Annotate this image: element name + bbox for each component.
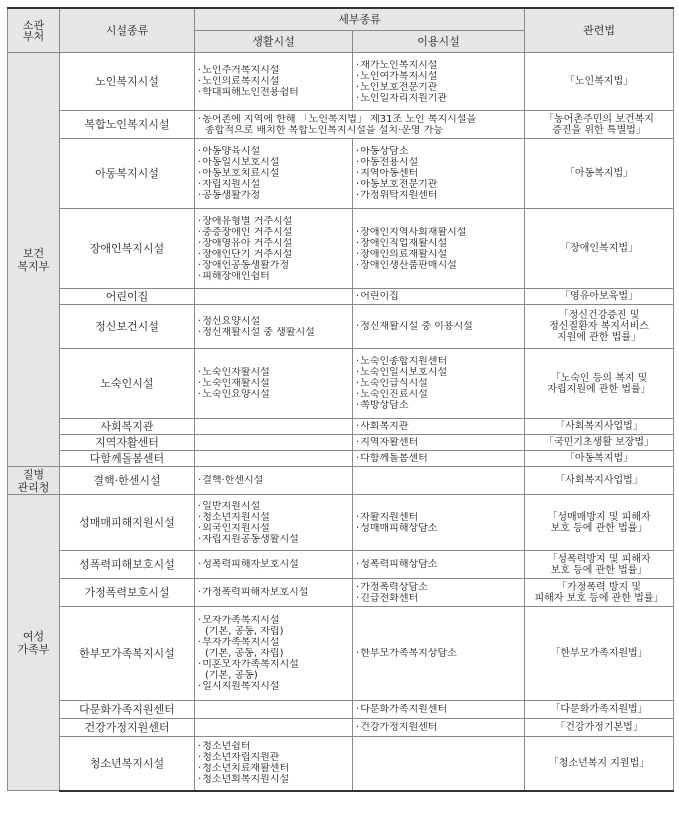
table-row — [8, 719, 674, 737]
related-law — [525, 53, 674, 111]
usage-item: · 장애인지역사회재활시설 — [356, 227, 521, 238]
law-line: 「사회복지사업법」 — [555, 475, 643, 486]
table-row — [8, 451, 674, 467]
living-item: · 노숙인자활시설 — [198, 367, 349, 378]
living-facilities — [195, 719, 353, 737]
living-item: · 청소년치료재활센터 — [198, 763, 349, 774]
table-row — [8, 53, 674, 111]
usage-facilities — [353, 289, 525, 305]
law-line: 증진을 위한 특별법」 — [552, 124, 646, 136]
living-facilities — [195, 467, 353, 495]
usage-facilities — [353, 495, 525, 551]
usage-facilities — [353, 467, 525, 495]
living-item: · 성폭력피해자보호시설 — [198, 559, 349, 570]
usage-facilities — [353, 349, 525, 419]
living-facilities — [195, 737, 353, 791]
usage-item: · 장애인의료재활시설 — [356, 249, 521, 260]
table-row — [8, 551, 674, 579]
living-item: · 노숙인요양시설 — [198, 389, 349, 400]
law-line: 정신질환자 복지서비스 — [549, 321, 649, 332]
usage-item: · 지역자활센터 — [356, 437, 521, 448]
living-facilities — [195, 53, 353, 111]
living-facilities — [195, 139, 353, 209]
usage-item: · 재가노인복지시설 — [356, 60, 521, 71]
related-law — [525, 289, 674, 305]
living-facilities — [195, 579, 353, 607]
related-law — [525, 305, 674, 349]
law-line: 「노인복지법」 — [564, 76, 634, 87]
usage-facilities — [353, 737, 525, 791]
facility-name: 청소년복지시설 — [60, 737, 195, 791]
detail-item: · 농어촌에 지역에 한해 「노인복지법」 제31조 노인 복지시설을 — [198, 114, 521, 125]
usage-facilities — [353, 419, 525, 435]
usage-item: · 정신재활시설 중 이용시설 — [356, 321, 521, 332]
living-item: · 아동일시보호시설 — [198, 157, 349, 168]
dept-line: 관리청 — [17, 480, 50, 494]
living-item: (기본, 공동, 자립) — [205, 626, 284, 637]
table-row — [8, 467, 674, 495]
living-item: · 정신재활시설 중 생활시설 — [198, 327, 349, 338]
usage-item: · 쪽방상담소 — [356, 400, 521, 411]
usage-item: · 지역아동센터 — [356, 168, 521, 179]
dept-line: 보건 — [22, 246, 45, 260]
living-item: · 공동생활가정 — [198, 190, 349, 201]
facility-name: 복합노인복지시설 — [60, 111, 195, 139]
table-row — [8, 349, 674, 419]
facility-name: 아동복지시설 — [60, 139, 195, 209]
related-law — [525, 139, 674, 209]
law-line: 피해자 보호 등에 관한 법률」 — [534, 592, 664, 604]
related-law — [525, 579, 674, 607]
living-item: · 미혼모자가족복지시설 — [198, 659, 349, 670]
usage-item: · 노숙인종합지원센터 — [356, 356, 521, 367]
usage-item: · 장애인생산품판매시설 — [356, 260, 521, 271]
living-item: · 청소년자립지원관 — [198, 752, 349, 763]
usage-item: · 다함께돌봄센터 — [356, 453, 521, 464]
usage-facilities — [353, 435, 525, 451]
header-law: 관련법 — [525, 8, 674, 53]
related-law — [525, 349, 674, 419]
living-facilities — [195, 349, 353, 419]
dept-line: 여성 — [22, 629, 45, 643]
usage-item: · 아동보호전문기관 — [356, 179, 521, 190]
living-item: · 피해장애인쉼터 — [198, 271, 349, 282]
usage-item: · 긴급전화센터 — [356, 593, 521, 604]
related-law — [525, 111, 674, 139]
table-row — [8, 495, 674, 551]
usage-item: · 노숙인일시보호시설 — [356, 367, 521, 378]
facility-name: 어린이집 — [60, 289, 195, 305]
law-line: 「아동복지법」 — [564, 168, 634, 179]
table-row — [8, 111, 674, 139]
dept-cell — [8, 53, 60, 467]
living-item: · 노인의료복지시설 — [198, 76, 349, 87]
law-line: 지원에 관한 법률」 — [557, 332, 641, 343]
living-item: · 일반지원시설 — [198, 501, 349, 512]
header-dept-line: 소관 — [22, 18, 45, 32]
facility-name: 노인복지시설 — [60, 53, 195, 111]
law-line: 「가정폭력 방지 및 — [557, 581, 641, 593]
table-row — [8, 289, 674, 305]
dept-line: 복지부 — [17, 259, 50, 273]
table-row — [8, 209, 674, 289]
law-line: 「청소년복지 지원법」 — [548, 757, 650, 769]
living-item: · 노숙인재활시설 — [198, 378, 349, 389]
header-dept — [8, 8, 60, 53]
living-item: · 아동양육시설 — [198, 146, 349, 157]
law-line: 보호 등에 관한 법률」 — [550, 522, 648, 534]
living-facilities — [195, 419, 353, 435]
facility-name: 다문화가족지원센터 — [60, 701, 195, 719]
living-item: · 학대피해노인전용쉼터 — [198, 87, 349, 98]
usage-item: · 성폭력피해상담소 — [356, 559, 521, 570]
usage-item: · 노인일자리지원기관 — [356, 93, 521, 104]
facility-name: 장애인복지시설 — [60, 209, 195, 289]
table-row — [8, 579, 674, 607]
living-item: · 가정폭력피해자보호시설 — [198, 587, 349, 598]
related-law — [525, 451, 674, 467]
usage-facilities — [353, 139, 525, 209]
related-law — [525, 467, 674, 495]
usage-facilities — [353, 451, 525, 467]
living-item: · 정신요양시설 — [198, 316, 349, 327]
law-line: 「국민기초생활 보장법」 — [543, 437, 655, 448]
facility-name: 결핵·한센시설 — [60, 467, 195, 495]
usage-item: · 다문화가족지원센터 — [356, 704, 521, 715]
living-item: · 부자가족복지시설 — [198, 637, 349, 648]
facility-name: 사회복지관 — [60, 419, 195, 435]
usage-item: · 사회복지관 — [356, 421, 521, 432]
usage-facilities — [353, 579, 525, 607]
living-facilities — [195, 305, 353, 349]
facility-name: 노숙인시설 — [60, 349, 195, 419]
usage-item: · 노숙인진료시설 — [356, 389, 521, 400]
usage-facilities — [353, 719, 525, 737]
facility-name: 건강가정지원센터 — [60, 719, 195, 737]
law-line: 「사회복지사업법」 — [555, 421, 643, 432]
law-line: 「성매매방지 및 피해자 — [547, 511, 651, 523]
facility-name: 다함께돌봄센터 — [60, 451, 195, 467]
facility-name: 가정폭력보호시설 — [60, 579, 195, 607]
living-item: · 장애인단기 거주시설 — [198, 249, 349, 260]
table-body — [8, 53, 674, 791]
related-law — [525, 419, 674, 435]
usage-facilities — [353, 305, 525, 349]
usage-item: · 아동전용시설 — [356, 157, 521, 168]
usage-item: · 건강가정지원센터 — [356, 722, 521, 733]
facility-name: 정신보건시설 — [60, 305, 195, 349]
living-facilities — [195, 435, 353, 451]
living-item: · 자립지원시설 — [198, 179, 349, 190]
header-usage: 이용시설 — [353, 31, 525, 53]
related-law — [525, 495, 674, 551]
law-line: 「장애인복지법」 — [560, 243, 638, 254]
law-line: 「아동복지법」 — [564, 453, 634, 464]
living-item: · 노인주거복지시설 — [198, 65, 349, 76]
law-line: 「노숙인 등의 복지 및 — [550, 372, 648, 384]
usage-item: · 어린이집 — [356, 291, 521, 302]
dept-cell — [8, 467, 60, 495]
dept-line: 가족부 — [17, 642, 50, 656]
usage-item: · 노인여가복지시설 — [356, 71, 521, 82]
usage-item: · 가정폭력상담소 — [356, 582, 521, 593]
table-row — [8, 737, 674, 791]
living-item: · 아동보호치료시설 — [198, 168, 349, 179]
header-living: 생활시설 — [195, 31, 353, 53]
header-detail: 세부종류 — [195, 8, 525, 31]
facility-name: 성폭력피해보호시설 — [60, 551, 195, 579]
law-line: 「정신건강증진 및 — [558, 310, 640, 321]
living-item: · 청소년회복지원시설 — [198, 774, 349, 785]
living-facilities — [195, 551, 353, 579]
living-facilities — [195, 701, 353, 719]
related-law — [525, 551, 674, 579]
detail-item: 종합적으로 배치한 복합노인복지시설을 설치·운영 가능 — [205, 124, 444, 136]
living-item: (기본, 공동, 자립) — [205, 648, 284, 659]
living-item: · 모자가족복지시설 — [198, 615, 349, 626]
law-line: 「한부모가족지원법」 — [550, 648, 648, 659]
usage-item: · 한부모가족복지상담소 — [356, 648, 521, 659]
usage-item: · 아동상담소 — [356, 146, 521, 157]
law-line: 「성폭력방지 및 피해자 — [547, 553, 651, 565]
header-facility-type: 시설종류 — [60, 8, 195, 53]
related-law — [525, 435, 674, 451]
related-law — [525, 209, 674, 289]
living-item: · 외국인지원시설 — [198, 523, 349, 534]
table-row — [8, 139, 674, 209]
header-row-1 — [8, 8, 674, 31]
usage-facilities — [353, 209, 525, 289]
welfare-facility-table — [7, 7, 674, 792]
law-line: 「건강가정기본법」 — [555, 722, 643, 733]
living-item: · 청소년쉼터 — [198, 741, 349, 752]
usage-item: · 노인보호전문기관 — [356, 82, 521, 93]
living-item: · 결핵·한센시설 — [198, 475, 349, 486]
living-item: (기본, 공동) — [205, 670, 258, 681]
living-item: · 장애인공동생활가정 — [198, 260, 349, 271]
law-line: 「다문화가족지원법」 — [550, 704, 648, 715]
usage-facilities — [353, 607, 525, 701]
usage-item: · 자활지원센터 — [356, 512, 521, 523]
related-law — [525, 607, 674, 701]
usage-item: · 장애인직업재활시설 — [356, 238, 521, 249]
facility-name: 성매매피해지원시설 — [60, 495, 195, 551]
usage-facilities — [353, 53, 525, 111]
law-line: 보호 등에 관한 법률」 — [550, 564, 648, 576]
law-line: 「농어촌주민의 보건복지 — [544, 113, 654, 125]
facility-name: 지역자활센터 — [60, 435, 195, 451]
living-item: · 중증장애인 거주시설 — [198, 227, 349, 238]
living-facilities — [195, 607, 353, 701]
living-item: · 장애영유아 거주시설 — [198, 238, 349, 249]
usage-facilities — [353, 551, 525, 579]
living-item: · 장애유형별 거주시설 — [198, 216, 349, 227]
table-row — [8, 701, 674, 719]
living-facilities — [195, 289, 353, 305]
dept-cell — [8, 495, 60, 791]
law-line: 자립지원에 관한 법률」 — [547, 383, 651, 395]
header-dept-line: 부처 — [22, 29, 45, 43]
table-row — [8, 607, 674, 701]
living-item: · 일시지원복지시설 — [198, 681, 349, 692]
related-law — [525, 701, 674, 719]
usage-item: · 노숙인급식시설 — [356, 378, 521, 389]
living-facilities — [195, 209, 353, 289]
facility-name: 한부모가족복지시설 — [60, 607, 195, 701]
living-facilities — [195, 451, 353, 467]
dept-line: 질병 — [22, 467, 45, 481]
living-item: · 청소년지원시설 — [198, 512, 349, 523]
law-line: 「영유아보육법」 — [560, 291, 638, 302]
usage-item: · 성매매피해상담소 — [356, 523, 521, 534]
merged-detail — [195, 111, 525, 139]
table-row — [8, 305, 674, 349]
related-law — [525, 737, 674, 791]
table-row — [8, 419, 674, 435]
related-law — [525, 719, 674, 737]
usage-item: · 가정위탁지원센터 — [356, 190, 521, 201]
table-row — [8, 435, 674, 451]
living-facilities — [195, 495, 353, 551]
living-item: · 자립지원공동생활시설 — [198, 534, 349, 545]
usage-facilities — [353, 701, 525, 719]
